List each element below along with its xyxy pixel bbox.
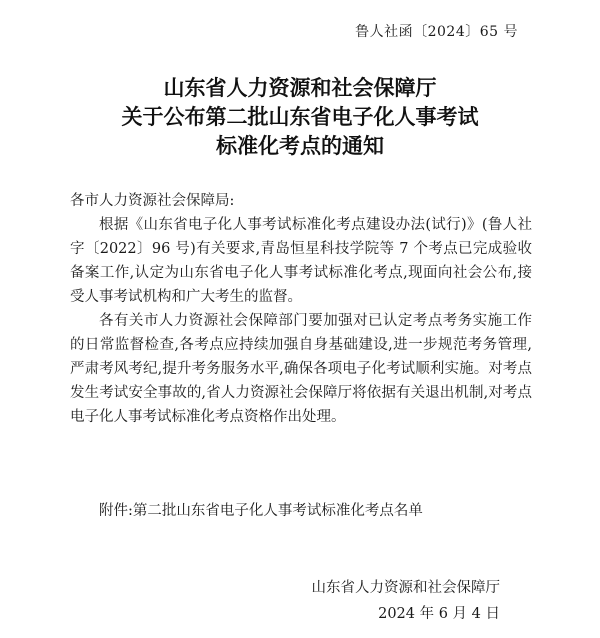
title-line-3: 标准化考点的通知 [216,134,384,158]
document-body [70,189,532,429]
issuer-name: 山东省人力资源和社会保障厅 [311,580,500,596]
document-title [0,74,600,161]
salutation: 各市人力资源社会保障局: [70,193,235,209]
paragraph-2: 各有关市人力资源社会保障部门要加强对已认定考点考务实施工作的日常监督检查,各考点应持续加强自身基础建设,进一步规范考务管理,严肃考风考纪,提升考务服务水平,确保各项电子化考试顺利实施。对考点发生考试安全事故的,省人力资源社会保障厅将依据有关退出机制,对考点电子化人事考试标准化考点资格作出处理。 [70,313,532,425]
paragraph-1: 根据《山东省电子化人事考试标准化考点建设办法(试行)》(鲁人社字〔2022〕96 号)有关要求,青岛恒星科技学院等 7 个考点已完成验收备案工作,认定为山东省电子化人事考试标准化考点,现面向社会公布,接受人事考试机构和广大考生的监督。 [70,217,532,305]
title-line-2: 关于公布第二批山东省电子化人事考试 [121,105,479,129]
signature-block [312,575,501,627]
issue-date: 2024 年 6 月 4 日 [378,606,500,622]
attachment-line: 附件:第二批山东省电子化人事考试标准化考点名单 [99,503,423,519]
document-number: 鲁人社函〔2024〕65 号 [355,24,518,40]
title-line-1: 山东省人力资源和社会保障厅 [163,76,437,100]
